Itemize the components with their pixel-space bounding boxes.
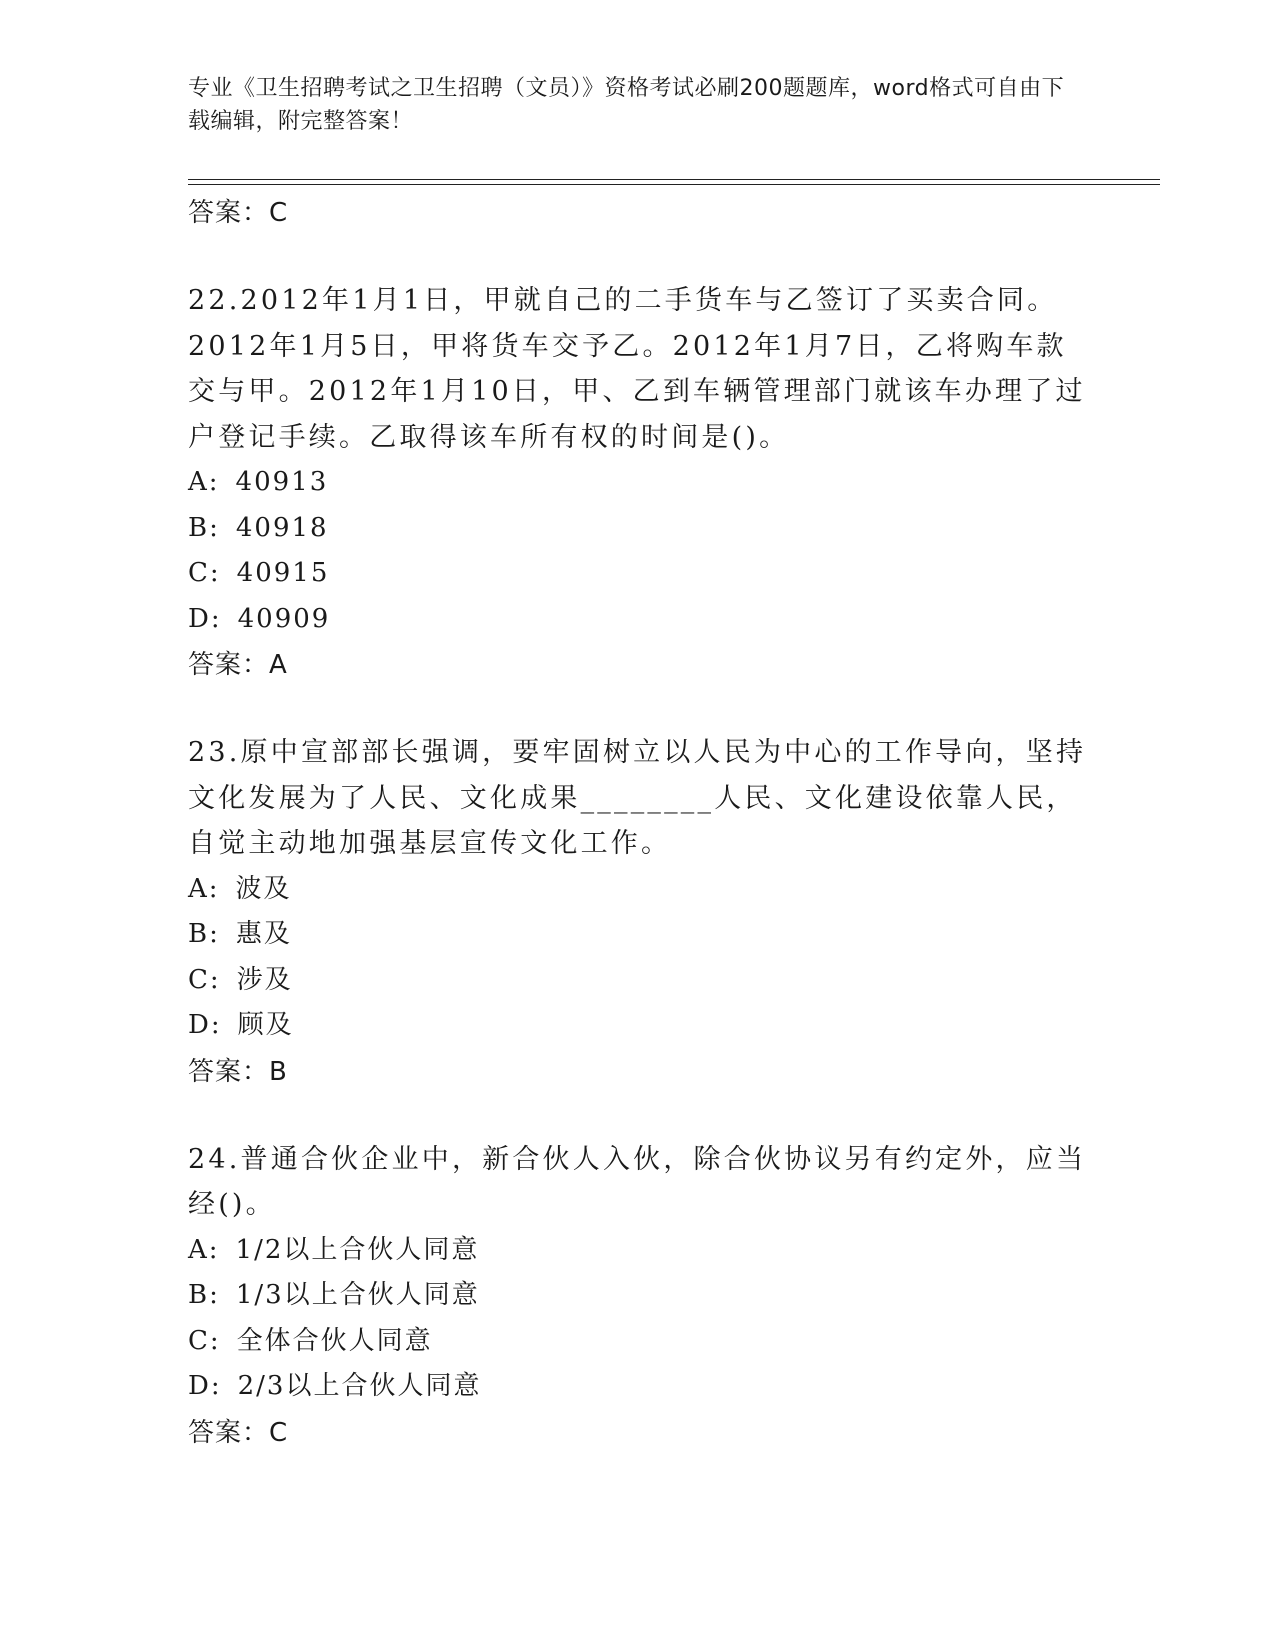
option-text: 40909 xyxy=(237,603,331,634)
option-text: 1/3以上合伙人同意 xyxy=(235,1280,480,1310)
option-d xyxy=(188,597,1088,643)
option-letter: A: xyxy=(188,873,220,904)
option-letter: B: xyxy=(188,512,220,543)
option-b xyxy=(188,912,1088,958)
answer-line: 答案：C xyxy=(188,1417,289,1448)
answer-line: 答案：C xyxy=(188,198,289,228)
question-list xyxy=(188,190,1088,1456)
question-22 xyxy=(188,278,1088,688)
option-text: 40915 xyxy=(236,558,330,588)
option-text: 40918 xyxy=(235,512,329,543)
question-23 xyxy=(188,730,1088,1095)
question-stem: 23.原中宣部部长强调，要牢固树立以人民为中心的工作导向，坚持文化发展为了人民、文化成果________人民、文化建设依靠人民，自觉主动地加强基层宣传文化工作。 xyxy=(188,737,1087,859)
option-c xyxy=(188,958,1088,1004)
question-stem: 24.普通合伙企业中，新合伙人入伙，除合伙协议另有约定外，应当经()。 xyxy=(188,1143,1087,1220)
option-b xyxy=(188,506,1088,552)
header-rule-bottom xyxy=(188,184,1160,185)
option-d xyxy=(188,1364,1088,1410)
option-c xyxy=(188,551,1088,597)
option-letter: A: xyxy=(188,467,220,497)
option-letter: C: xyxy=(188,1325,221,1356)
option-text: 全体合伙人同意 xyxy=(236,1325,433,1356)
option-letter: C: xyxy=(188,558,221,588)
option-text: 波及 xyxy=(235,873,292,904)
option-letter: B: xyxy=(188,919,220,949)
question-24 xyxy=(188,1137,1088,1456)
option-text: 顾及 xyxy=(237,1010,294,1040)
answer-line: 答案：A xyxy=(188,650,288,680)
option-letter: A: xyxy=(188,1234,220,1265)
option-text: 2/3以上合伙人同意 xyxy=(237,1371,482,1401)
option-text: 惠及 xyxy=(235,919,292,949)
option-b xyxy=(188,1273,1088,1319)
option-c xyxy=(188,1319,1088,1365)
option-text: 1/2以上合伙人同意 xyxy=(235,1234,480,1265)
option-letter: C: xyxy=(188,964,221,995)
option-text: 40913 xyxy=(235,467,329,497)
question-stem: 22.2012年1月1日，甲就自己的二手货车与乙签订了买卖合同。2012年1月5日，甲将货车交予乙。2012年1月7日，乙将购车款交与甲。2012年1月10日，甲、乙到车辆管理部门就该车办理了过户登记手续。乙取得该车所有权的时间是()。 xyxy=(188,285,1086,453)
option-text: 涉及 xyxy=(236,964,293,995)
option-a xyxy=(188,867,1088,913)
option-d xyxy=(188,1003,1088,1049)
option-letter: D: xyxy=(188,1010,222,1040)
answer-line: 答案：B xyxy=(188,1056,288,1087)
option-letter: B: xyxy=(188,1280,220,1310)
option-a xyxy=(188,460,1088,506)
option-letter: D: xyxy=(188,603,222,634)
option-letter: D: xyxy=(188,1371,222,1401)
document-header: 专业《卫生招聘考试之卫生招聘（文员）》资格考试必刷200题题库，word格式可自由下载编辑，附完整答案！ xyxy=(188,76,1065,134)
option-a xyxy=(188,1228,1088,1274)
header-rule-top xyxy=(188,179,1160,180)
